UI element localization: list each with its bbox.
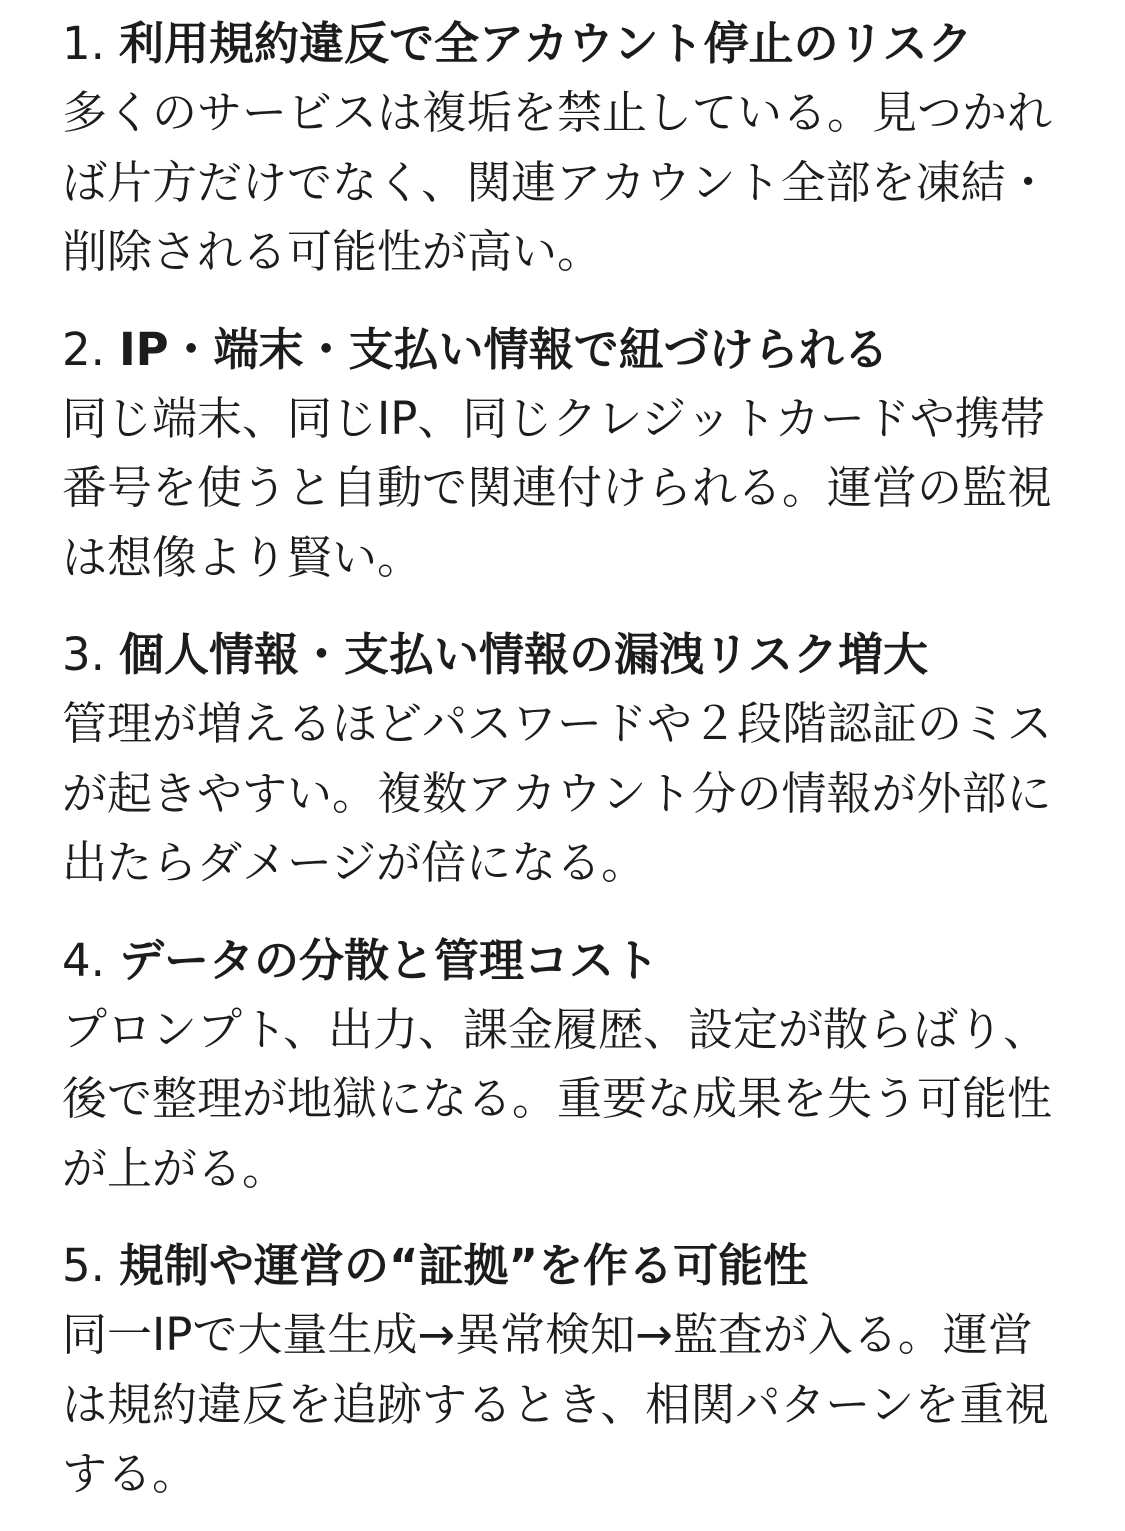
item-title: 利用規約違反で全アカウント停止のリスク: [118, 17, 973, 70]
list-item-4: [62, 927, 1070, 1204]
item-heading: [62, 10, 1070, 78]
item-body: 管理が増えるほどパスワードや２段階認証のミスが起きやすい。複数アカウント分の情報が外部に出たらダメージが倍になる。: [62, 697, 1053, 889]
item-number: 1.: [62, 17, 105, 70]
item-body: 同一IPで大量生成→異常検知→監査が入る。運営は規約違反を追跡するとき、相関パターンを重視する。: [62, 1308, 1050, 1500]
list-item-2: [62, 316, 1070, 593]
item-body: 同じ端末、同じIP、同じクレジットカードや携帯番号を使うと自動で関連付けられる。運営の監視は想像より賢い。: [62, 391, 1053, 584]
item-heading: [62, 621, 1070, 689]
item-number: 2.: [62, 322, 105, 376]
list-item-3: [62, 621, 1070, 898]
item-heading: [62, 1232, 1070, 1300]
list-item-5: [62, 1232, 1070, 1509]
item-body: 多くのサービスは複垢を禁止している。見つかれば片方だけでなく、関連アカウント全部を凍結・削除される可能性が高い。: [62, 86, 1053, 278]
item-body: プロンプト、出力、課金履歴、設定が散らばり、後で整理が地獄になる。重要な成果を失う可能性が上がる。: [62, 1002, 1053, 1195]
item-title: 規制や運営の“証拠”を作る可能性: [118, 1239, 809, 1292]
item-title: 個人情報・支払い情報の漏洩リスク増大: [118, 628, 929, 681]
item-title: IP・端末・支払い情報で紐づけられる: [118, 322, 889, 376]
item-heading: [62, 316, 1070, 384]
list-item-1: [62, 10, 1070, 287]
item-number: 5.: [62, 1239, 105, 1292]
item-title: データの分散と管理コスト: [118, 933, 659, 987]
item-number: 4.: [62, 933, 105, 987]
item-heading: [62, 927, 1070, 995]
item-number: 3.: [62, 628, 105, 681]
